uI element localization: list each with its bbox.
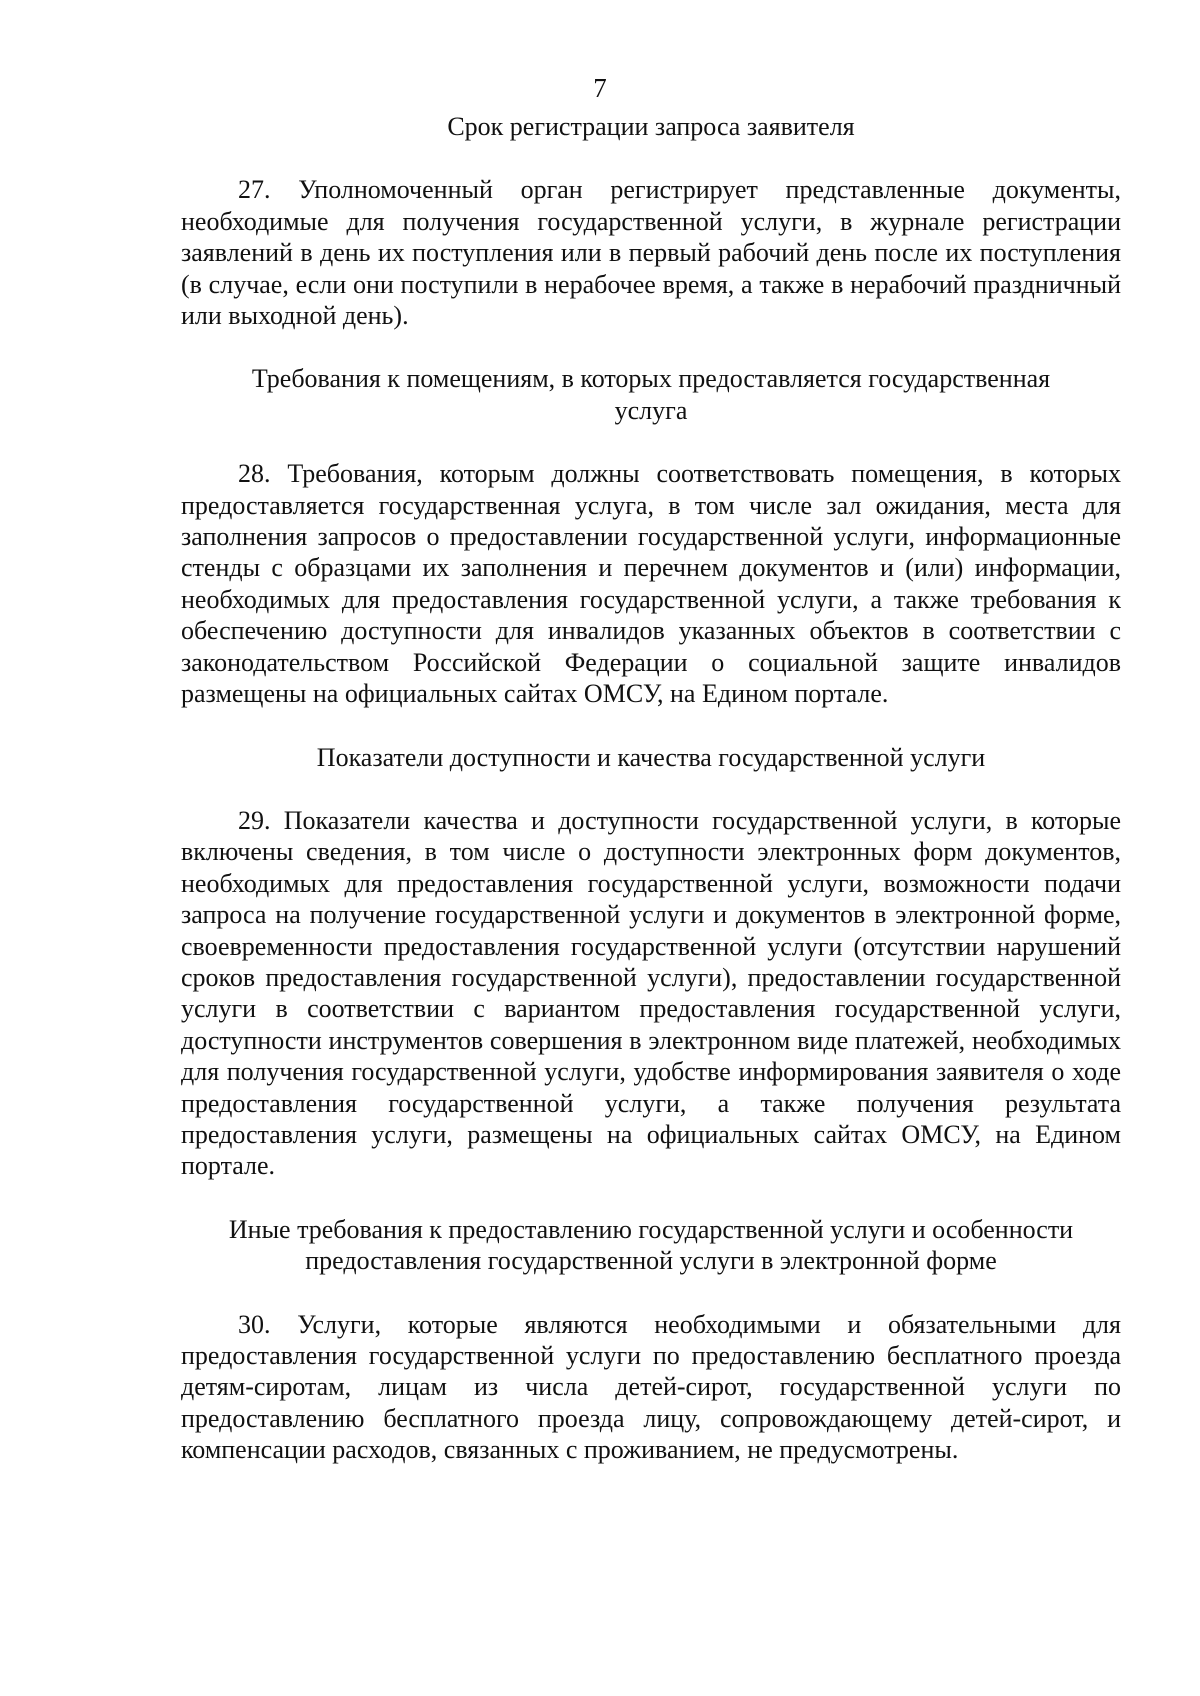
section-heading-accessibility-quality: Показатели доступности и качества государственной услуги bbox=[316, 742, 986, 772]
document-body bbox=[181, 111, 1121, 1466]
paragraph-27: 27. Уполномоченный орган регистрирует представленные документы, необходимые для получения государственной услуги, в журнале регистрации заявлений в день их поступления или в первый рабочий день после их поступления (в случае, если они поступили в нерабочее время, а также в нерабочий праздничный или выходной день). bbox=[181, 175, 1121, 331]
section-heading-other-requirements: Иные требования к предоставлению государственной услуги и особенности предоставления государственной услуги в электронной форме bbox=[228, 1214, 1074, 1276]
section-heading-premises-requirements: Требования к помещениям, в которых предоставляется государственная услуга bbox=[251, 364, 1051, 425]
paragraph-29: 29. Показатели качества и доступности государственной услуги, в которые включены сведения, в том числе о доступности электронных форм документов, необходимых для предоставления государственной услуги, возможности подачи запроса на получение государственной услуги и документов в электронной форме, своевременности предоставления государственной услуги (отсутствии нарушений сроков предоставления государственной услуги), предоставлении государственной услуги в соответствии с вариантом предоставления государственной услуги, доступности инструментов совершения в электронном виде платежей, необходимых для получения государственной услуги, удобстве информирования заявителя о ходе предоставления государственной услуги, а также получения результата предоставления услуги, размещены на официальных сайтах ОМСУ, на Едином портале. bbox=[181, 805, 1121, 1181]
page-number: 7 bbox=[593, 73, 607, 103]
paragraph-30: 30. Услуги, которые являются необходимыми и обязательными для предоставления государственной услуги по предоставлению бесплатного проезда детям-сиротам, лицам из числа детей-сирот, государственной услуги по предоставлению бесплатного проезда лицу, сопровождающему детей-сирот, и компенсации расходов, связанных с проживанием, не предусмотрены. bbox=[181, 1309, 1121, 1465]
paragraph-28: 28. Требования, которым должны соответствовать помещения, в которых предоставляется государственная услуга, в том числе зал ожидания, места для заполнения запросов о предоставлении государственной услуги, информационные стенды с образцами их заполнения и перечнем документов и (или) информации, необходимых для предоставления государственной услуги, а также требования к обеспечению доступности для инвалидов указанных объектов в соответствии с законодательством Российской Федерации о социальной защите инвалидов размещены на официальных сайтах ОМСУ, на Едином портале. bbox=[181, 459, 1121, 709]
section-heading-registration-term: Срок регистрации запроса заявителя bbox=[447, 112, 855, 141]
